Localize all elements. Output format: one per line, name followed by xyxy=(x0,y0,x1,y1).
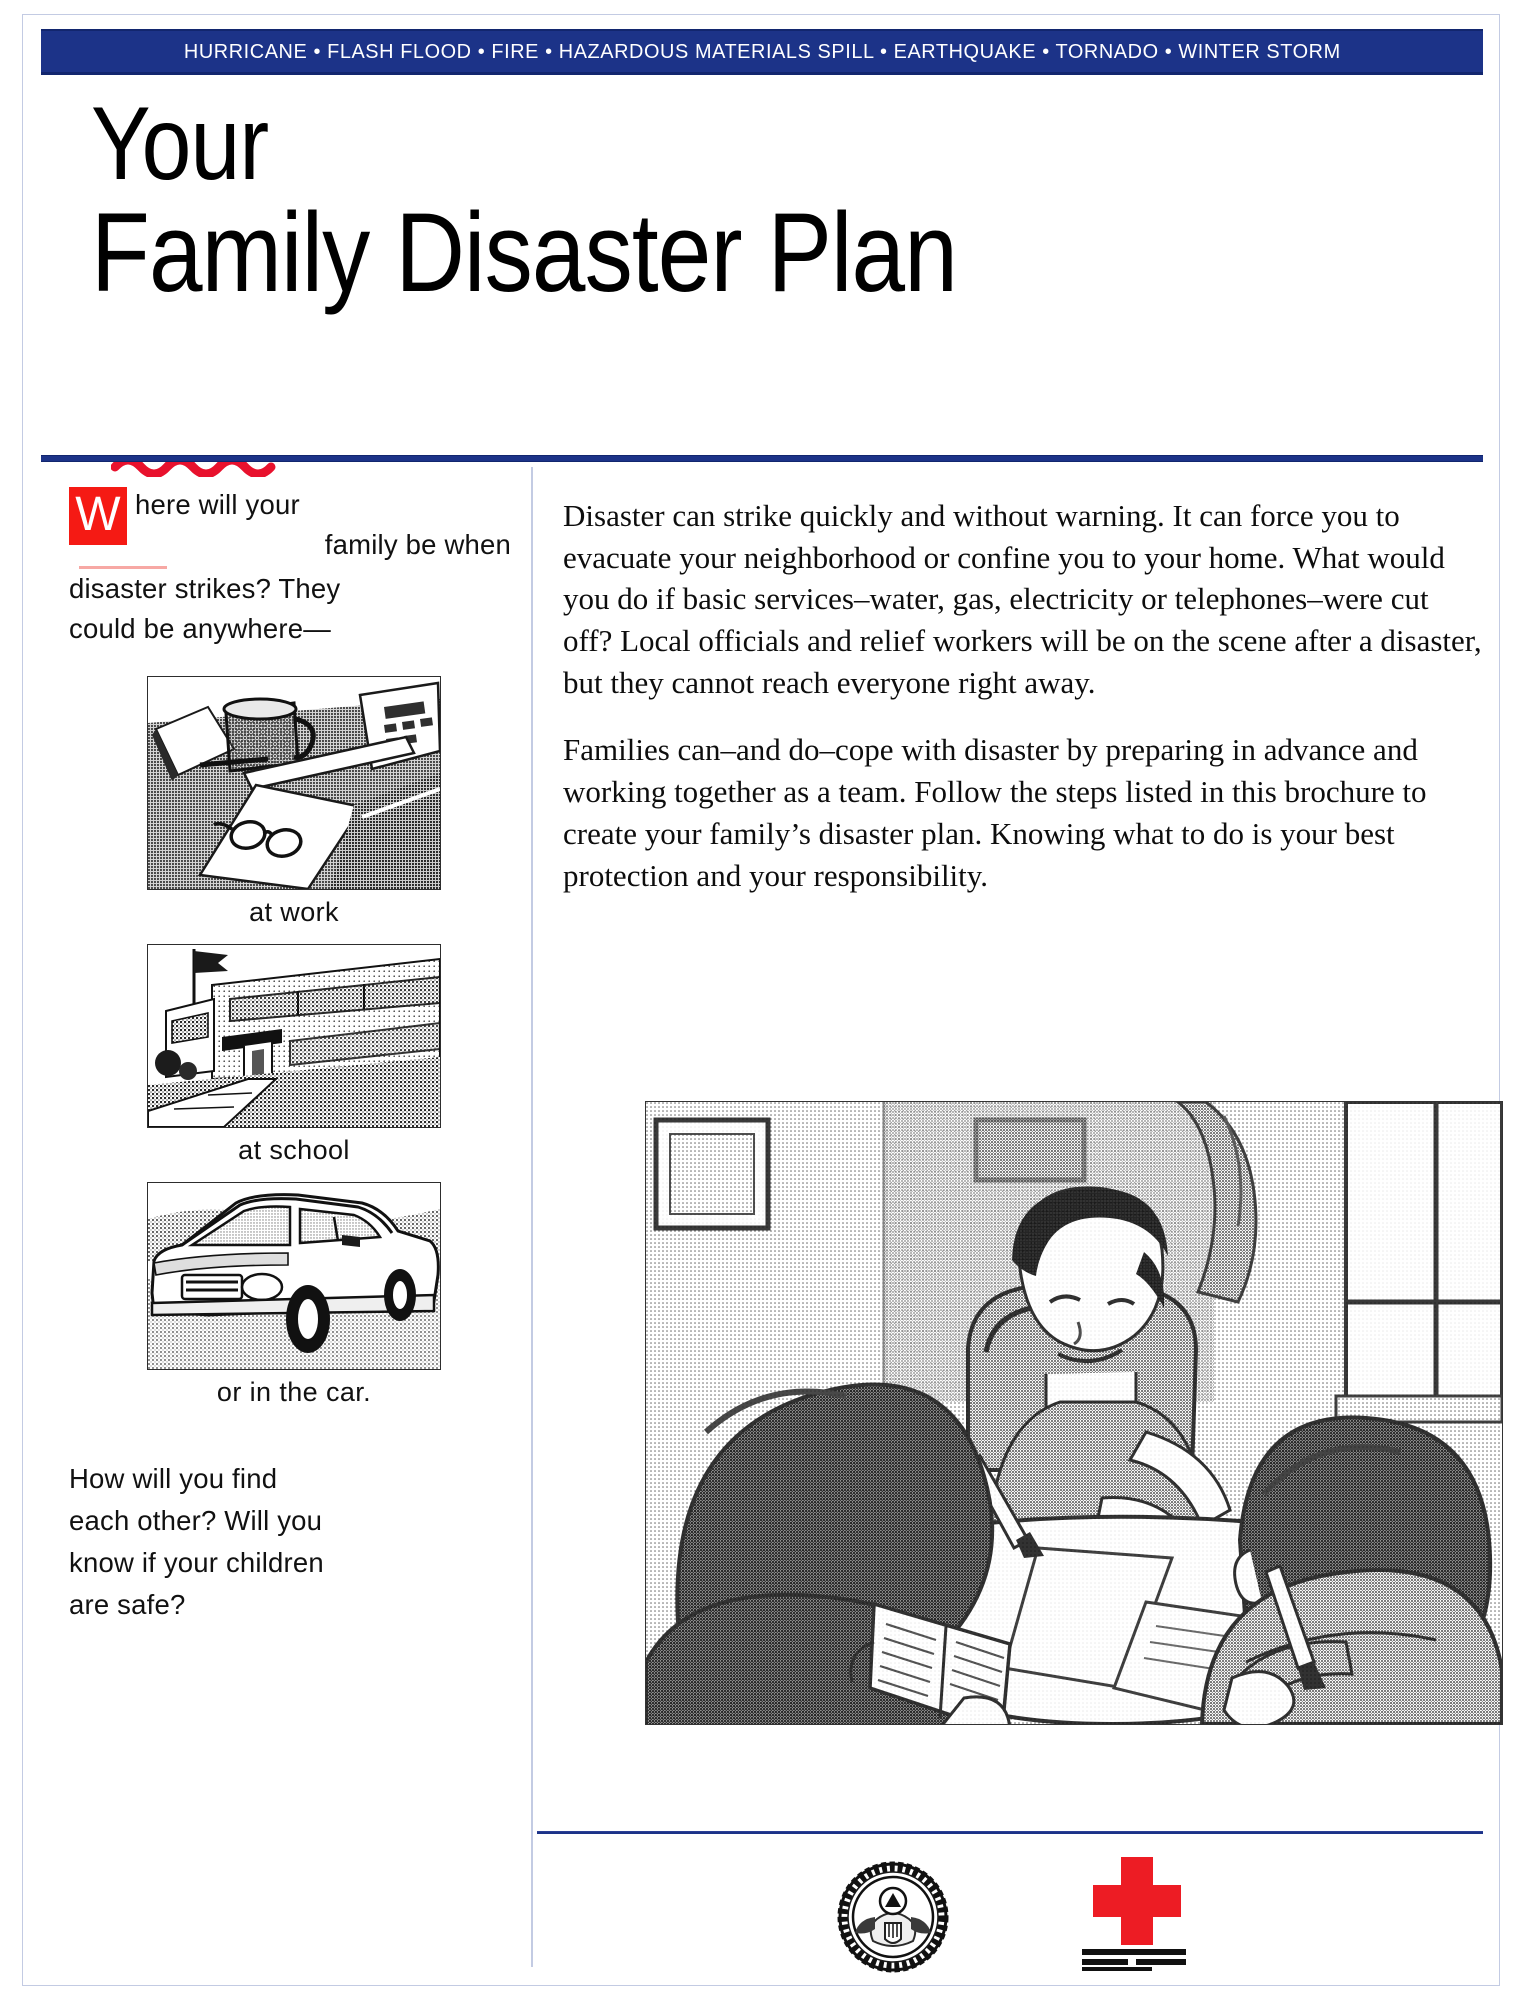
footer-divider-rule xyxy=(537,1831,1483,1834)
caption-in-car: or in the car. xyxy=(216,1377,372,1408)
footer-logos xyxy=(537,1851,1483,1991)
lead-line-4: could be anywhere— xyxy=(69,612,331,644)
illustration-in-car xyxy=(69,1182,519,1424)
fema-seal-icon xyxy=(837,1861,949,1973)
lead-paragraph xyxy=(69,485,519,648)
question-line-4: are safe? xyxy=(69,1588,186,1620)
desk-scene-illustration xyxy=(147,676,441,890)
lead-line-1: here will your xyxy=(135,489,300,520)
closing-question-block xyxy=(69,1458,519,1625)
header-divider-rule xyxy=(41,455,1483,462)
hazard-list-text: HURRICANE • FLASH FLOOD • FIRE • HAZARDOUS MATERIALS SPILL • EARTHQUAKE • TORNADO • WINTER STORM xyxy=(183,39,1341,63)
body-paragraph-1: Disaster can strike quickly and without warning. It can force you to evacuate your neighborhood or confine you to your home. What would you do if basic services–water, gas, electricity or telephones–were cut off? Local officials and relief workers will be on the scene after a disaster, but they cannot reach everyone right away. xyxy=(563,498,1482,700)
caption-at-work: at work xyxy=(249,897,339,928)
car-illustration xyxy=(147,1182,441,1370)
drop-cap-w: W xyxy=(69,487,127,545)
question-line-3: know if your children xyxy=(69,1546,324,1578)
lead-line-3: disaster strikes? They xyxy=(69,573,341,605)
right-column xyxy=(563,495,1483,922)
caption-at-school: at school xyxy=(238,1135,350,1166)
brochure-page xyxy=(22,14,1500,1986)
page-title-line-1: Your xyxy=(91,86,269,202)
question-line-2: each other? Will you xyxy=(69,1505,323,1537)
school-building-illustration xyxy=(147,944,441,1128)
illustration-at-school xyxy=(69,944,519,1182)
body-paragraph-2: Families can–and do–cope with disaster by preparing in advance and working together as a team. Follow the steps listed in this brochure to create your family’s disaster plan. Knowing what to do is your best protection and your responsibility. xyxy=(563,732,1427,893)
family-planning-illustration xyxy=(645,1101,1503,1725)
american-red-cross-wordmark xyxy=(1080,1947,1190,1973)
illustration-at-work xyxy=(69,648,519,944)
page-title-line-2: Family Disaster Plan xyxy=(91,190,957,315)
question-line-1: How will you find xyxy=(69,1463,278,1495)
hazard-banner xyxy=(41,29,1483,75)
column-divider xyxy=(531,467,533,1967)
lead-line-2: family be when xyxy=(324,528,511,560)
left-column xyxy=(69,485,519,1626)
title-block xyxy=(41,83,1483,455)
